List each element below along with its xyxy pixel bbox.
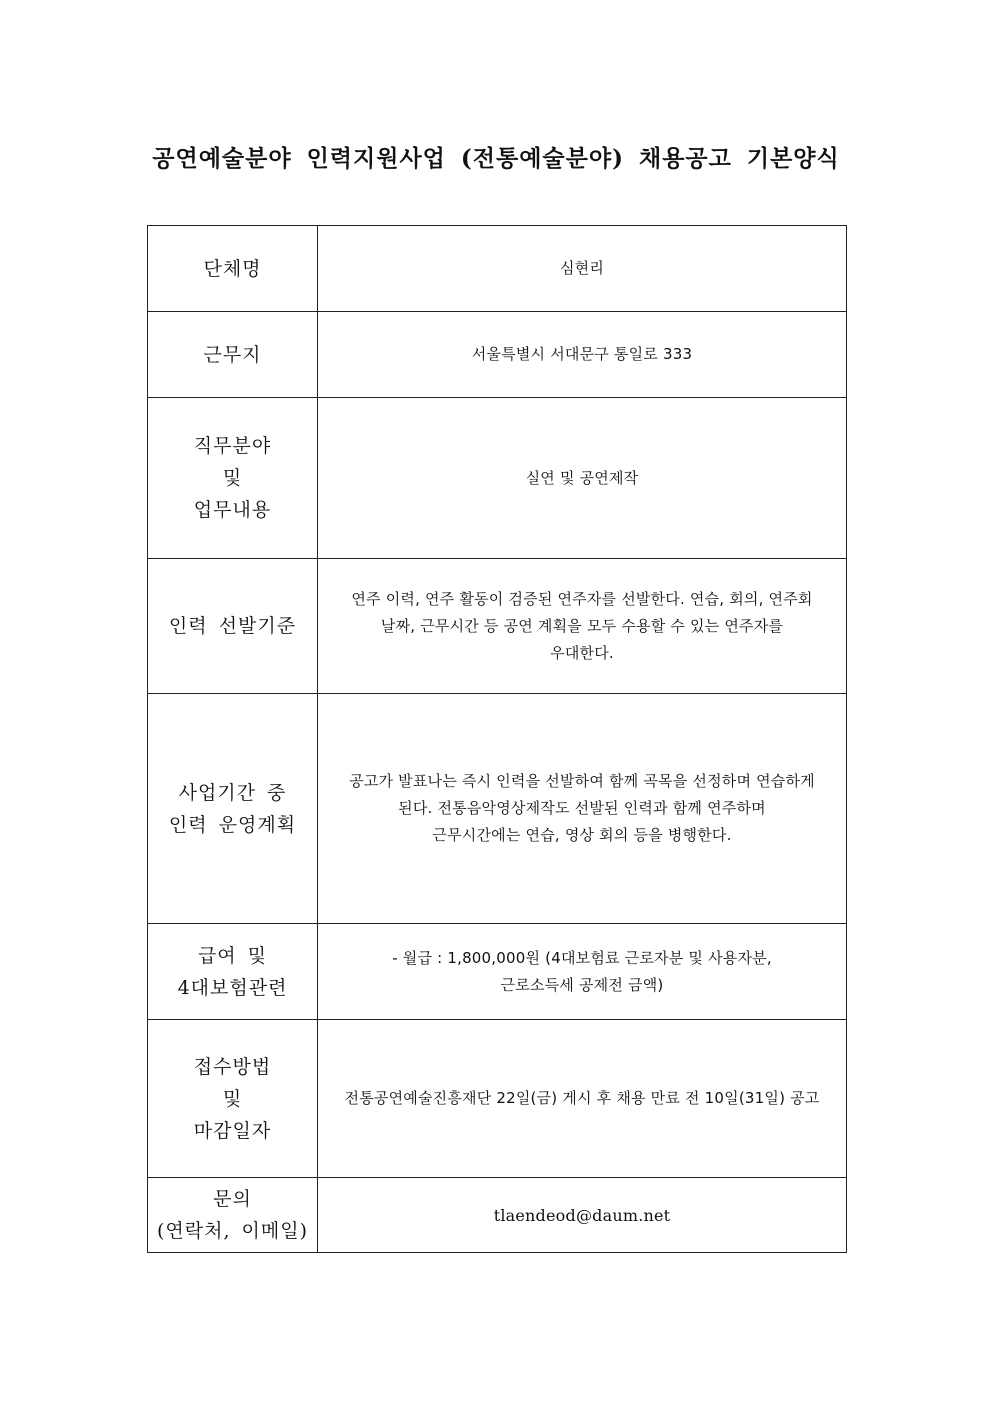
document-title: 공연예술분야 인력지원사업 (전통예술분야) 채용공고 기본양식 bbox=[152, 145, 840, 172]
table-row-job-field bbox=[148, 398, 847, 559]
table-row-organization bbox=[148, 226, 847, 312]
label-job-field: 직무분야 및 업무내용 bbox=[148, 398, 318, 559]
label-selection-criteria: 인력 선발기준 bbox=[148, 559, 318, 694]
value-contact-email[interactable]: tlaendeod@daum.net bbox=[318, 1178, 847, 1253]
value-operation-plan: 공고가 발표나는 즉시 인력을 선발하여 함께 곡목을 선정하며 연습하게 된다. 전통음악영상제작도 선발된 인력과 함께 연주하며 근무시간에는 연습, 영상 회의 등을 병행한다. bbox=[318, 694, 847, 924]
label-contact: 문의 (연락처, 이메일) bbox=[148, 1178, 318, 1253]
label-application-method: 접수방법 및 마감일자 bbox=[148, 1020, 318, 1178]
value-job-field: 실연 및 공연제작 bbox=[318, 398, 847, 559]
label-workplace: 근무지 bbox=[148, 312, 318, 398]
value-application-method: 전통공연예술진흥재단 22일(금) 게시 후 채용 만료 전 10일(31일) 공고 bbox=[318, 1020, 847, 1178]
label-salary: 급여 및 4대보험관련 bbox=[148, 924, 318, 1020]
table-row-workplace bbox=[148, 312, 847, 398]
recruitment-form-table bbox=[147, 225, 847, 1253]
label-organization-name: 단체명 bbox=[148, 226, 318, 312]
value-salary: - 월급 : 1,800,000원 (4대보험료 근로자분 및 사용자분, 근로소득세 공제전 금액) bbox=[318, 924, 847, 1020]
table-row-salary bbox=[148, 924, 847, 1020]
label-operation-plan: 사업기간 중 인력 운영계획 bbox=[148, 694, 318, 924]
table-row-application bbox=[148, 1020, 847, 1178]
table-row-contact bbox=[148, 1178, 847, 1253]
table-row-selection-criteria bbox=[148, 559, 847, 694]
value-workplace: 서울특별시 서대문구 통일로 333 bbox=[318, 312, 847, 398]
value-organization-name: 심현리 bbox=[318, 226, 847, 312]
table-row-operation-plan bbox=[148, 694, 847, 924]
value-selection-criteria: 연주 이력, 연주 활동이 검증된 연주자를 선발한다. 연습, 회의, 연주회 날짜, 근무시간 등 공연 계획을 모두 수용할 수 있는 연주자를 우대한다. bbox=[318, 559, 847, 694]
